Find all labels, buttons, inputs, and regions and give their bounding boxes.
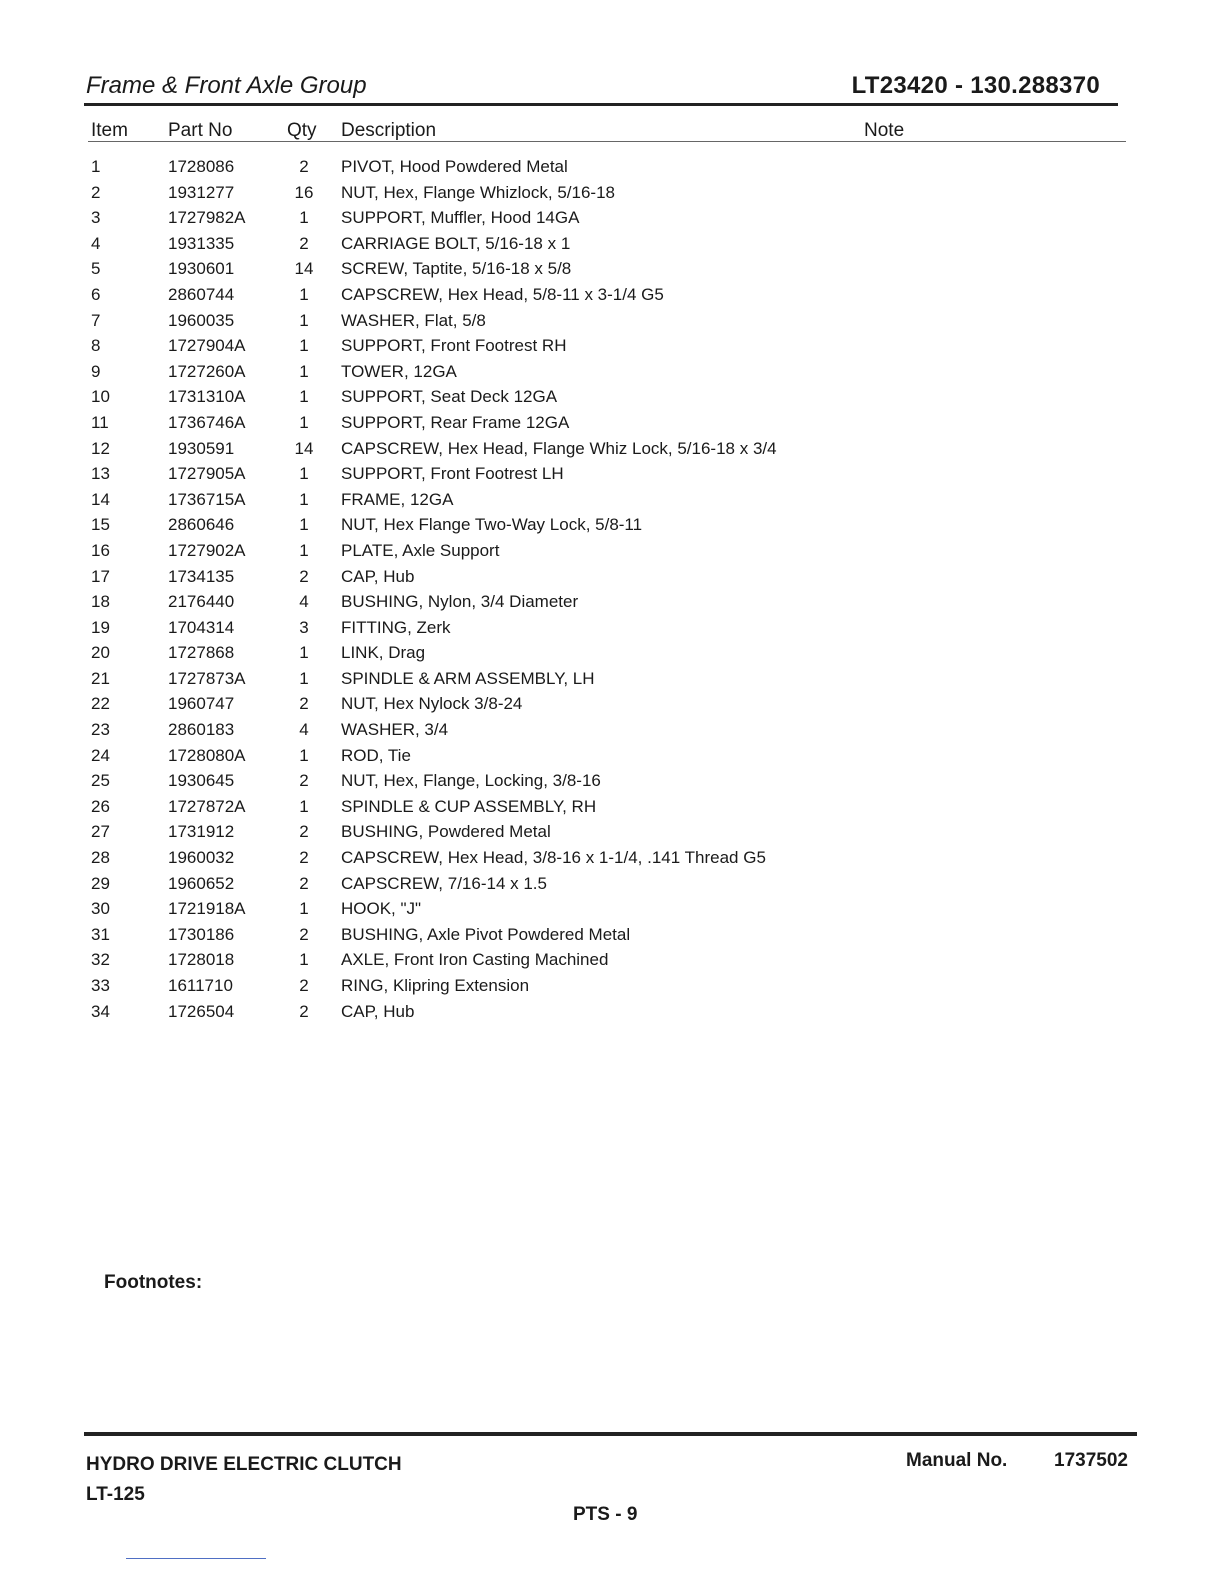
table-row xyxy=(0,180,1224,206)
cell-description: SUPPORT, Front Footrest LH xyxy=(341,464,564,484)
scan-artifact-line xyxy=(126,1558,266,1559)
cell-description: SPINDLE & ARM ASSEMBLY, LH xyxy=(341,668,595,688)
cell-qty: 1 xyxy=(299,361,309,381)
cell-description: WASHER, 3/4 xyxy=(341,720,449,740)
cell-qty: 1 xyxy=(299,668,309,688)
cell-qty: 1 xyxy=(299,310,309,330)
cell-part-no: 1736746A xyxy=(168,412,246,432)
table-row xyxy=(0,359,1224,385)
cell-item: 3 xyxy=(91,208,101,228)
table-row xyxy=(0,410,1224,436)
cell-qty: 2 xyxy=(299,873,309,893)
cell-part-no: 1731912 xyxy=(168,822,235,842)
cell-description: HOOK, "J" xyxy=(341,899,422,919)
cell-item: 29 xyxy=(91,873,110,893)
cell-description: CAPSCREW, 7/16-14 x 1.5 xyxy=(341,873,547,893)
cell-part-no: 1611710 xyxy=(168,976,233,995)
table-row xyxy=(0,819,1224,845)
table-row xyxy=(0,589,1224,615)
header-divider xyxy=(84,103,1118,106)
table-row xyxy=(0,871,1224,897)
cell-qty: 2 xyxy=(299,976,309,995)
table-row xyxy=(0,512,1224,538)
cell-item: 11 xyxy=(91,412,109,432)
cell-description: CAPSCREW, Hex Head, 5/8-11 x 3-1/4 G5 xyxy=(341,284,664,304)
table-row xyxy=(0,487,1224,513)
cell-part-no: 1731310A xyxy=(168,387,246,407)
cell-qty: 2 xyxy=(299,566,309,586)
cell-description: WASHER, Flat, 5/8 xyxy=(341,310,486,330)
cell-qty: 1 xyxy=(299,899,309,919)
cell-part-no: 1727904A xyxy=(168,336,246,356)
cell-part-no: 1931277 xyxy=(168,182,235,202)
cell-qty: 2 xyxy=(299,694,309,714)
table-row xyxy=(0,666,1224,692)
cell-part-no: 1727868 xyxy=(168,643,235,663)
table-row xyxy=(0,794,1224,820)
table-row xyxy=(0,768,1224,794)
cell-description: NUT, Hex, Flange, Locking, 3/8-16 xyxy=(341,771,601,791)
cell-part-no: 2860183 xyxy=(168,720,235,740)
cell-description: BUSHING, Nylon, 3/4 Diameter xyxy=(341,592,579,612)
page-number: PTS - 9 xyxy=(573,1504,638,1525)
cell-part-no: 1727902A xyxy=(168,540,246,560)
cell-part-no: 1726504 xyxy=(168,1001,235,1021)
cell-qty: 1 xyxy=(299,284,309,304)
footer-model-line: LT-125 xyxy=(86,1484,145,1505)
cell-item: 13 xyxy=(91,464,110,484)
table-row xyxy=(0,999,1224,1025)
model-number: LT23420 - 130.288370 xyxy=(851,72,1100,99)
table-row xyxy=(0,922,1224,948)
cell-qty: 14 xyxy=(294,438,314,458)
cell-item: 22 xyxy=(91,694,110,714)
column-header-item: Item xyxy=(91,120,128,141)
cell-part-no: 1727872A xyxy=(168,796,246,816)
cell-description: SCREW, Taptite, 5/16-18 x 5/8 xyxy=(341,259,572,279)
cell-description: FITTING, Zerk xyxy=(341,617,451,637)
cell-description: SUPPORT, Muffler, Hood 14GA xyxy=(341,208,580,228)
cell-description: NUT, Hex, Flange Whizlock, 5/16-18 xyxy=(341,182,615,202)
cell-item: 4 xyxy=(91,233,101,253)
manual-label: Manual No. xyxy=(906,1450,1008,1471)
cell-description: SPINDLE & CUP ASSEMBLY, RH xyxy=(341,796,597,816)
cell-part-no: 1727905A xyxy=(168,464,246,484)
cell-part-no: 1721918A xyxy=(168,899,246,919)
cell-item: 26 xyxy=(91,796,110,816)
cell-part-no: 1736715A xyxy=(168,489,246,509)
table-row xyxy=(0,308,1224,334)
cell-qty: 2 xyxy=(299,822,309,842)
cell-qty: 2 xyxy=(299,924,309,944)
cell-description: FRAME, 12GA xyxy=(341,489,454,509)
cell-description: ROD, Tie xyxy=(341,745,411,765)
cell-item: 25 xyxy=(91,771,110,791)
cell-item: 28 xyxy=(91,848,110,868)
manual-number: 1737502 xyxy=(1054,1450,1128,1471)
cell-part-no: 2176440 xyxy=(168,592,235,612)
table-row xyxy=(0,743,1224,769)
cell-part-no: 1930645 xyxy=(168,771,235,791)
table-row xyxy=(0,691,1224,717)
cell-part-no: 1931335 xyxy=(168,233,235,253)
cell-item: 20 xyxy=(91,643,110,663)
cell-qty: 1 xyxy=(299,336,309,356)
cell-description: CAP, Hub xyxy=(341,1001,415,1021)
cell-item: 6 xyxy=(91,284,101,304)
cell-part-no: 1930591 xyxy=(168,438,235,458)
cell-item: 17 xyxy=(91,566,110,586)
column-header-part-no: Part No xyxy=(168,120,233,141)
cell-part-no: 1734135 xyxy=(168,566,235,586)
cell-qty: 1 xyxy=(299,950,309,970)
cell-description: TOWER, 12GA xyxy=(341,361,457,381)
cell-part-no: 1728018 xyxy=(168,950,235,970)
column-header-underline xyxy=(88,141,1126,142)
cell-part-no: 2860744 xyxy=(168,284,235,304)
cell-qty: 3 xyxy=(299,617,309,637)
cell-description: BUSHING, Axle Pivot Powdered Metal xyxy=(341,924,631,944)
cell-qty: 1 xyxy=(299,489,309,509)
cell-item: 24 xyxy=(91,745,110,765)
cell-item: 27 xyxy=(91,822,110,842)
cell-qty: 1 xyxy=(299,643,309,663)
column-header-description: Description xyxy=(341,120,437,141)
table-row xyxy=(0,896,1224,922)
cell-qty: 1 xyxy=(299,515,309,535)
cell-description: NUT, Hex Nylock 3/8-24 xyxy=(341,694,523,714)
footer-product-line: HYDRO DRIVE ELECTRIC CLUTCH xyxy=(86,1454,402,1475)
cell-part-no: 1960032 xyxy=(168,848,235,868)
cell-item: 31 xyxy=(91,924,110,944)
cell-part-no: 1727260A xyxy=(168,361,246,381)
cell-part-no: 1728086 xyxy=(168,157,235,176)
table-row xyxy=(0,564,1224,590)
cell-part-no: 2860646 xyxy=(168,515,235,535)
footer-divider xyxy=(84,1432,1137,1436)
cell-part-no: 1960035 xyxy=(168,310,235,330)
footer-product xyxy=(86,1450,402,1510)
cell-description: LINK, Drag xyxy=(341,643,426,663)
cell-item: 12 xyxy=(91,438,110,458)
cell-qty: 2 xyxy=(299,771,309,791)
footnotes-label: Footnotes: xyxy=(104,1272,203,1293)
cell-description: PIVOT, Hood Powdered Metal xyxy=(341,157,568,176)
table-row xyxy=(0,461,1224,487)
cell-description: CARRIAGE BOLT, 5/16-18 x 1 xyxy=(341,233,571,253)
cell-item: 2 xyxy=(91,182,101,202)
cell-description: SUPPORT, Seat Deck 12GA xyxy=(341,387,558,407)
table-row xyxy=(0,947,1224,973)
cell-description: SUPPORT, Front Footrest RH xyxy=(341,336,567,356)
cell-part-no: 1727873A xyxy=(168,668,246,688)
table-row xyxy=(0,845,1224,871)
cell-part-no: 1730186 xyxy=(168,924,235,944)
cell-item: 19 xyxy=(91,617,110,637)
table-row xyxy=(0,154,1224,180)
cell-qty: 14 xyxy=(294,259,314,279)
cell-item: 34 xyxy=(91,1001,110,1021)
cell-part-no: 1704314 xyxy=(168,617,235,637)
cell-item: 5 xyxy=(91,259,101,279)
cell-qty: 1 xyxy=(299,412,309,432)
table-row xyxy=(0,256,1224,282)
table-row xyxy=(0,717,1224,743)
cell-description: PLATE, Axle Support xyxy=(341,540,500,560)
table-row xyxy=(0,615,1224,641)
cell-item: 8 xyxy=(91,336,101,356)
column-header-note: Note xyxy=(864,120,905,141)
cell-qty: 1 xyxy=(299,540,309,560)
cell-qty: 1 xyxy=(299,745,309,765)
cell-description: CAPSCREW, Hex Head, 3/8-16 x 1-1/4, .141 Thread G5 xyxy=(341,848,766,868)
cell-part-no: 1960652 xyxy=(168,873,235,893)
cell-item: 15 xyxy=(91,515,110,535)
cell-part-no: 1727982A xyxy=(168,208,246,228)
table-row xyxy=(0,205,1224,231)
table-row xyxy=(0,333,1224,359)
cell-item: 21 xyxy=(91,668,110,688)
cell-description: CAP, Hub xyxy=(341,566,415,586)
cell-item: 30 xyxy=(91,899,110,919)
cell-qty: 1 xyxy=(299,464,309,484)
table-row xyxy=(0,231,1224,257)
table-row xyxy=(0,538,1224,564)
cell-item: 7 xyxy=(91,310,101,330)
cell-qty: 2 xyxy=(299,233,309,253)
cell-description: SUPPORT, Rear Frame 12GA xyxy=(341,412,570,432)
cell-item: 14 xyxy=(91,489,110,509)
table-row xyxy=(0,436,1224,462)
cell-description: NUT, Hex Flange Two-Way Lock, 5/8-11 xyxy=(341,515,643,535)
cell-qty: 4 xyxy=(299,720,309,740)
cell-item: 23 xyxy=(91,720,110,740)
cell-qty: 1 xyxy=(299,796,309,816)
cell-part-no: 1960747 xyxy=(168,694,235,714)
cell-description: BUSHING, Powdered Metal xyxy=(341,822,551,842)
cell-item: 32 xyxy=(91,950,110,970)
cell-qty: 16 xyxy=(294,182,314,202)
cell-item: 9 xyxy=(91,361,101,381)
cell-qty: 1 xyxy=(299,208,309,228)
cell-item: 1 xyxy=(91,157,101,176)
cell-description: RING, Klipring Extension xyxy=(341,976,530,995)
table-row xyxy=(0,640,1224,666)
cell-item: 18 xyxy=(91,592,110,612)
cell-description: CAPSCREW, Hex Head, Flange Whiz Lock, 5/16-18 x 3/4 xyxy=(341,438,777,458)
page-title: Frame & Front Axle Group xyxy=(86,72,367,99)
table-row xyxy=(0,282,1224,308)
cell-description: AXLE, Front Iron Casting Machined xyxy=(341,950,609,970)
cell-qty: 2 xyxy=(299,1001,309,1021)
column-header-qty: Qty xyxy=(287,120,317,141)
cell-part-no: 1728080A xyxy=(168,745,246,765)
cell-qty: 4 xyxy=(299,592,309,612)
parts-list xyxy=(0,154,1224,1024)
table-row xyxy=(0,973,1224,999)
cell-qty: 2 xyxy=(299,157,309,176)
table-row xyxy=(0,384,1224,410)
cell-part-no: 1930601 xyxy=(168,259,235,279)
cell-qty: 2 xyxy=(299,848,309,868)
cell-item: 33 xyxy=(91,976,110,995)
cell-qty: 1 xyxy=(299,387,309,407)
cell-item: 10 xyxy=(91,387,110,407)
cell-item: 16 xyxy=(91,540,110,560)
